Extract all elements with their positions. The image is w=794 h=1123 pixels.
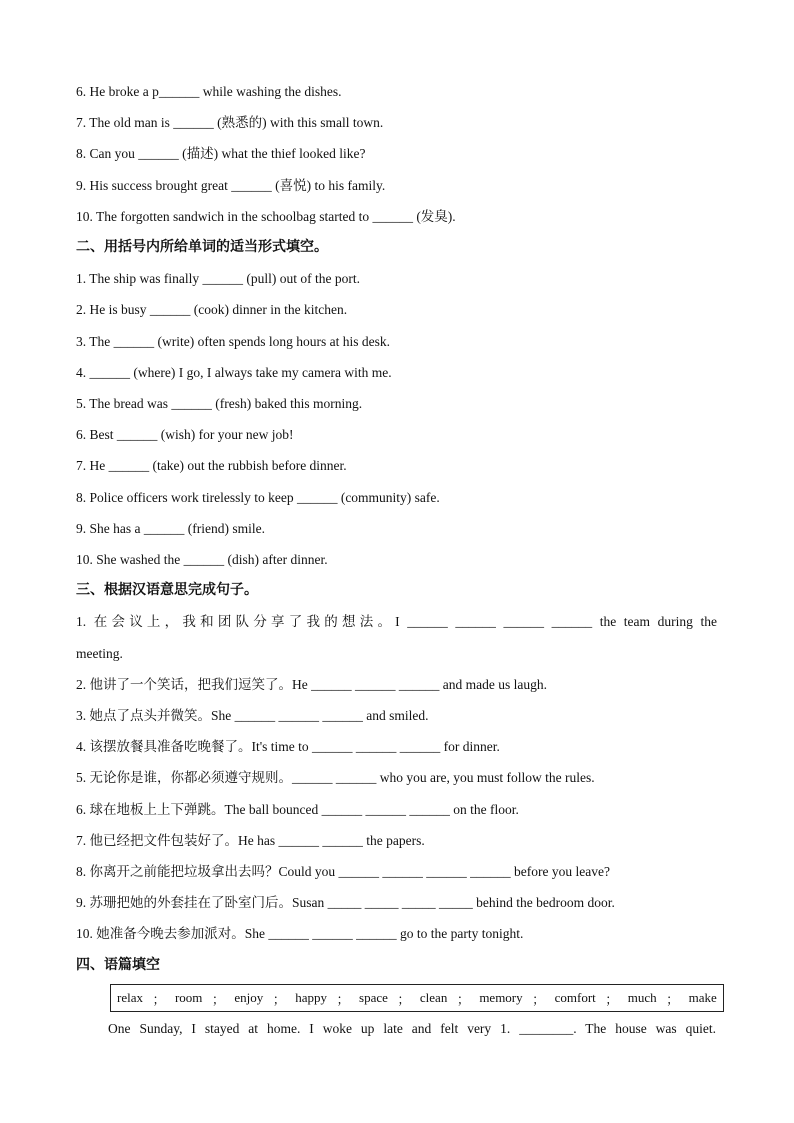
part1-item-9: 9. His success brought great ______ (喜悦) to his family. [76, 178, 386, 193]
section3-item-1-line2: meeting. [76, 646, 123, 661]
section2-item-5: 5. The bread was ______ (fresh) baked this morning. [76, 396, 363, 411]
word-bank-separator: ； [152, 991, 166, 1007]
word-bank-separator: ； [397, 991, 411, 1007]
word-bank-word: much [627, 990, 657, 1005]
passage-line-1: One Sunday, I stayed at home. I woke up late and felt very 1. ________. The house was quiet. [108, 1021, 716, 1036]
word-bank-separator: ； [456, 991, 470, 1007]
word-bank-word: room [174, 990, 203, 1005]
word-bank-separator: ； [211, 991, 225, 1007]
word-bank-separator: ； [532, 991, 546, 1007]
word-bank-separator: ； [605, 991, 619, 1007]
word-bank-separator: ； [272, 991, 286, 1007]
part1-item-8: 8. Can you ______ (描述) what the thief looked like? [76, 146, 366, 161]
section3-item-2: 2. 他讲了一个笑话，把我们逗笑了。He ______ ______ ______ and made us laugh. [76, 677, 547, 692]
section2-item-3: 3. The ______ (write) often spends long hours at his desk. [76, 334, 390, 349]
word-bank-word: make [688, 990, 717, 1005]
section3-item-8: 8. 你离开之前能把垃圾拿出去吗？Could you ______ ______ ______ ______ before you leave? [76, 864, 610, 879]
section3-item-1-line1: 1. 在会议上，我和团队分享了我的想法。I ______ ______ ______ ______ the team during the [76, 614, 717, 629]
word-bank-word: memory [479, 990, 523, 1005]
section2-item-2: 2. He is busy ______ (cook) dinner in the kitchen. [76, 302, 348, 317]
word-bank-separator: ； [336, 991, 350, 1007]
word-bank-word: relax [117, 990, 143, 1005]
word-bank-word: enjoy [234, 990, 264, 1005]
section3-item-10: 10. 她准备今晚去参加派对。She ______ ______ ______ go to the party tonight. [76, 926, 524, 941]
word-bank-word: comfort [554, 990, 596, 1005]
section3-item-4: 4. 该摆放餐具准备吃晚餐了。It's time to ______ ______ ______ for dinner. [76, 739, 500, 754]
word-bank-box [110, 984, 724, 1012]
section2-item-7: 7. He ______ (take) out the rubbish before dinner. [76, 458, 347, 473]
section2-item-10: 10. She washed the ______ (dish) after dinner. [76, 552, 328, 567]
section2-item-1: 1. The ship was finally ______ (pull) out of the port. [76, 271, 360, 286]
part1-item-6: 6. He broke a p______ while washing the dishes. [76, 84, 342, 99]
section3-item-3: 3. 她点了点头并微笑。She ______ ______ ______ and smiled. [76, 708, 429, 723]
section3-heading: 三、根据汉语意思完成句子。 [76, 582, 258, 598]
section2-item-8: 8. Police officers work tirelessly to keep ______ (community) safe. [76, 490, 440, 505]
part1-item-7: 7. The old man is ______ (熟悉的) with this small town. [76, 115, 384, 130]
word-bank-list [111, 985, 723, 1011]
section2-heading: 二、用括号内所给单词的适当形式填空。 [76, 239, 328, 255]
word-bank-word: clean [419, 990, 448, 1005]
section3-item-7: 7. 他已经把文件包装好了。He has ______ ______ the papers. [76, 833, 425, 848]
word-bank-word: space [359, 990, 388, 1005]
section2-item-4: 4. ______ (where) I go, I always take my camera with me. [76, 365, 392, 380]
section3-item-5: 5. 无论你是谁，你都必须遵守规则。______ ______ who you are, you must follow the rules. [76, 770, 595, 785]
word-bank-separator: ； [666, 991, 680, 1007]
section2-item-9: 9. She has a ______ (friend) smile. [76, 521, 265, 536]
section3-item-6: 6. 球在地板上上下弹跳。The ball bounced ______ ______ ______ on the floor. [76, 802, 519, 817]
word-bank-word: happy [295, 990, 328, 1005]
section2-item-6: 6. Best ______ (wish) for your new job! [76, 427, 294, 442]
section4-heading: 四、语篇填空 [76, 957, 160, 973]
section3-item-9: 9. 苏珊把她的外套挂在了卧室门后。Susan _____ _____ _____ _____ behind the bedroom door. [76, 895, 615, 910]
part1-item-10: 10. The forgotten sandwich in the schoolbag started to ______ (发臭). [76, 209, 456, 224]
